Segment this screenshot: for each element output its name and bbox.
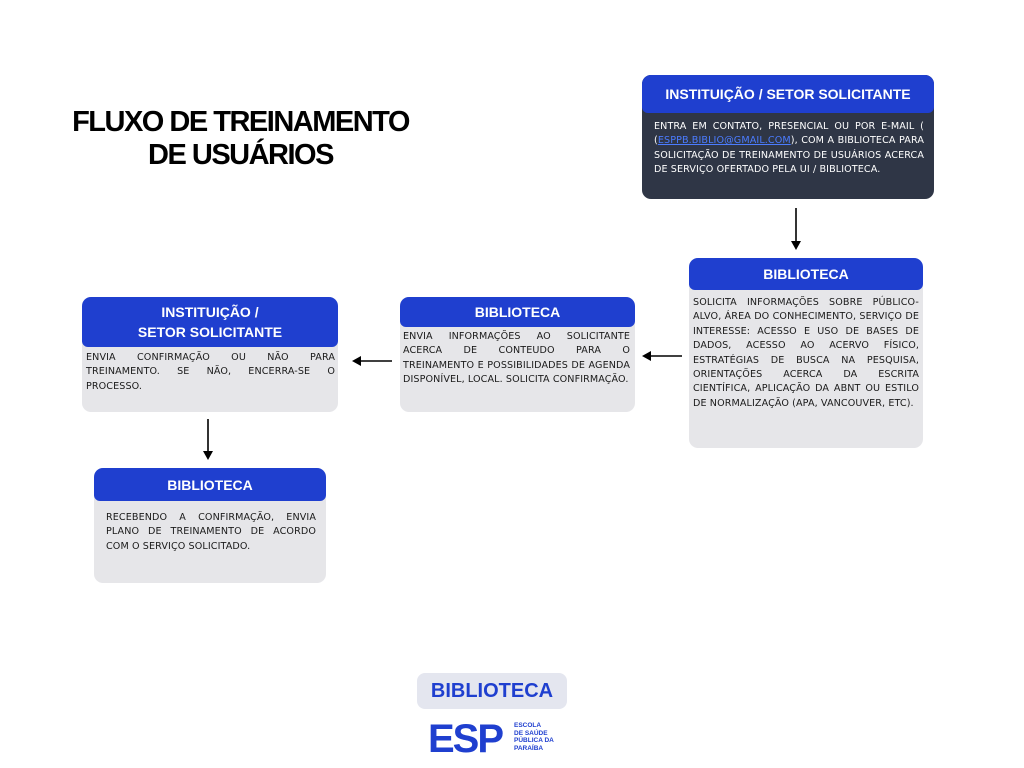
card-step3-library <box>400 297 635 412</box>
esp-logo-text <box>514 722 554 752</box>
card-step1-body <box>642 113 934 178</box>
esp-logo <box>428 719 560 759</box>
card-step5-library <box>94 468 326 583</box>
esp-logo-line: PARAÍBA <box>514 744 544 752</box>
arrow-down-step1-to-step2 <box>788 208 804 252</box>
arrow-left-step3-to-step4 <box>350 353 394 369</box>
esp-logo-line: PÚBLICA DA <box>514 737 554 745</box>
card-step4-header-line1: INSTITUIÇÃO / <box>161 304 259 320</box>
footer-library-label: BIBLIOTECA <box>417 673 567 709</box>
contact-email-link[interactable]: ESPPB.BIBLIO@GMAIL.COM <box>657 135 791 147</box>
card-step4-header-line2: SETOR SOLICITANTE <box>137 324 283 340</box>
title-line-2: DE USUÁRIOS <box>148 139 333 171</box>
arrow-left-step2-to-step3 <box>640 348 684 364</box>
card-step2-body: SOLICITA INFORMAÇÕES SOBRE PÚBLICO-ALVO, ÁREA DO CONHECIMENTO, SERVIÇO DE INTERESSE: ACESSO E USO DE BASES DE DADOS, ACESSO AO ACERVO FÍSICO, ESTRATÉGIAS DE BUSCA NA PESQUISA, ORIENTAÇÕES ACERCA DA ESCRITA CIENTÍFICA, APLICAÇÃO DA ABNT OU ESTILO DE NORMALIZAÇÃO (APA, VANCOUVER, ETC). <box>693 297 919 409</box>
card-step5-header: BIBLIOTECA <box>94 468 326 501</box>
title-line-1: FLUXO DE TREINAMENTO <box>72 106 409 138</box>
arrow-down-step4-to-step5 <box>200 419 216 463</box>
card-step4-header <box>82 297 338 347</box>
card-step2-library <box>689 258 923 448</box>
card-step3-body: ENVIA INFORMAÇÕES AO SOLICITANTE ACERCA DE CONTEUDO PARA O TREINAMENTO E POSSIBILIDADES DE AGENDA DISPONÍVEL, LOCAL. SOLICITA CONFIRMAÇÃO. <box>403 331 630 386</box>
card-step5-body: RECEBENDO A CONFIRMAÇÃO, ENVIA PLANO DE TREINAMENTO DE ACORDO COM O SERVIÇO SOLICITADO. <box>106 512 316 552</box>
esp-logo-line: ESCOLA <box>514 722 542 729</box>
card-step1-header: INSTITUIÇÃO / SETOR SOLICITANTE <box>642 75 934 113</box>
esp-logo-mark: ESP <box>428 717 503 761</box>
card-step2-header: BIBLIOTECA <box>689 258 923 290</box>
card-step1-institution <box>642 75 934 199</box>
card-step4-institution <box>82 297 338 412</box>
card-step3-header: BIBLIOTECA <box>400 297 635 327</box>
diagram-title <box>48 106 433 172</box>
card-step4-body: ENVIA CONFIRMAÇÃO OU NÃO PARA TREINAMENTO. SE NÃO, ENCERRA-SE O PROCESSO. <box>86 352 335 392</box>
esp-logo-line: DE SAÚDE <box>514 729 548 737</box>
card-step1-text-before: ENTRA EM CONTATO, PRESENCIAL OU POR E-MAIL ( ( <box>654 121 924 147</box>
card-step1-text-after: ), COM A BIBLIOTECA PARA SOLICITAÇÃO DE TREINAMENTO DE USUÁRIOS ACERCA DE SERVIÇO OFERTADO PELA UI / BIBLIOTECA. <box>654 135 924 176</box>
